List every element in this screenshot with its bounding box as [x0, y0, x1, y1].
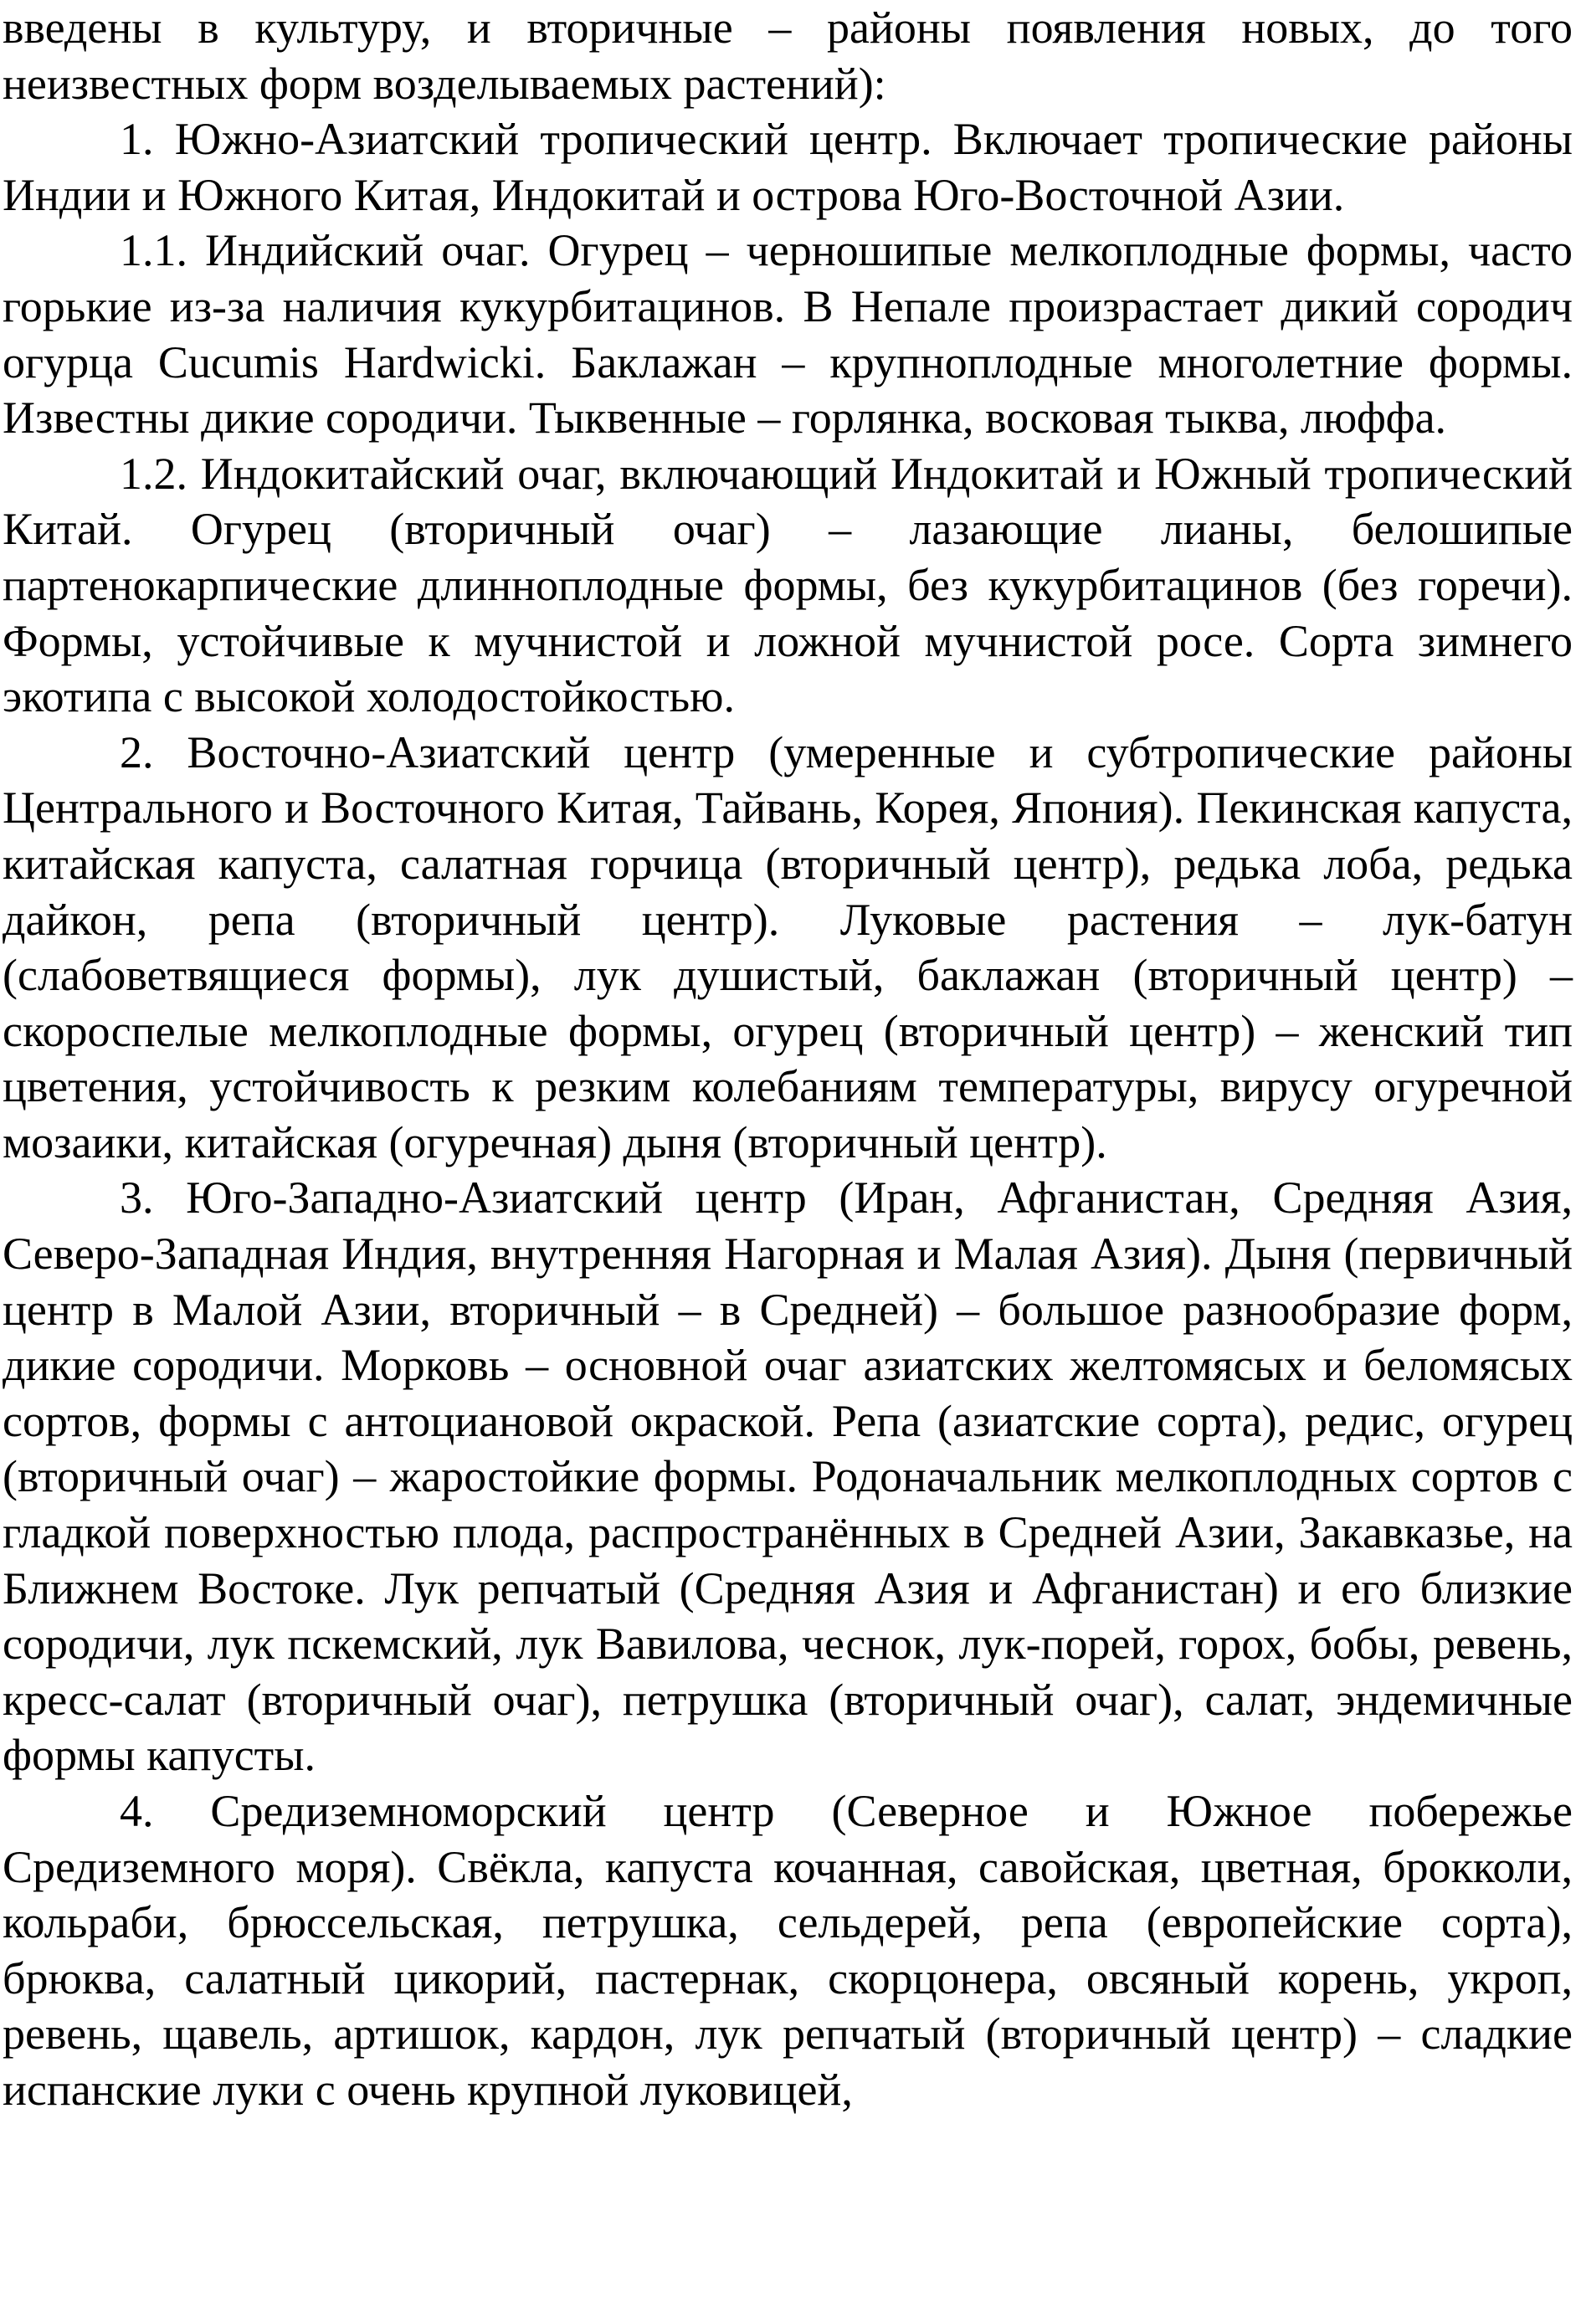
paragraph-east-asian-center: 2. Восточно-Азиатский центр (умеренные и субтропические районы Центрального и Восточного Китая, Тайвань, Корея, Япония). Пекинская капуста, китайская капуста, салатная горчица (вторичный центр), редька лоба, редька дайкон, репа (вторичный центр). Луковые растения – лук-батун (слабоветвящиеся формы), лук душистый, баклажан (вторичный центр) – скороспелые мелкоплодные формы, огурец (вторичный центр) – женский тип цветения, устойчивость к резким колебаниям температуры, вирусу огуречной мозаики, китайская (огуречная) дыня (вторичный центр).: [3, 726, 1573, 1167]
paragraph-southwest-asian-center: 3. Юго-Западно-Азиатский центр (Иран, Афганистан, Средняя Азия, Северо-Западная Индия, внутренняя Нагорная и Малая Азия). Дыня (первичный центр в Малой Азии, вторичный – в Средней) – большое разнообразие форм, дикие сородичи. Морковь – основной очаг азиатских желтомясых и беломясых сортов, формы с антоциановой окраской. Репа (азиатские сорта), редис, огурец (вторичный очаг) – жаростойкие формы. Родоначальник мелкоплодных сортов с гладкой поверхностью плода, распространённых в Средней Азии, Закавказье, на Ближнем Востоке. Лук репчатый (Средняя Азия и Афганистан) и его близкие сородичи, лук пскемский, лук Вавилова, чеснок, лук-порей, горох, бобы, ревень, кресс-салат (вторичный очаг), петрушка (вторичный очаг), салат, эндемичные формы капусты.: [3, 1172, 1573, 1781]
paragraph-continuation: введены в культуру, и вторичные – районы появления новых, до того неизвестных форм возделываемых растений):: [3, 3, 1573, 109]
paragraph-indian-focus: 1.1. Индийский очаг. Огурец – черношипые мелкоплодные формы, часто горькие из-за наличия кукурбитацинов. В Непале произрастает дикий сородич огурца Cucumis Hardwicki. Баклажан – крупноплодные многолетние формы. Известны дикие сородичи. Тыквенные – горлянка, восковая тыква, люффа.: [3, 225, 1573, 444]
paragraph-south-asian-center: 1. Южно-Азиатский тропический центр. Включает тропические районы Индии и Южного Китая, Индокитай и острова Юго-Восточной Азии.: [3, 114, 1573, 220]
paragraph-mediterranean-center: 4. Средиземноморский центр (Северное и Южное побережье Средиземного моря). Свёкла, капуста кочанная, савойская, цветная, брокколи, кольраби, брюссельская, петрушка, сельдерей, репа (европейские сорта), брюква, салатный цикорий, пастернак, скорцонера, овсяный корень, укроп, ревень, щавель, артишок, кардон, лук репчатый (вторичный центр) – сладкие испанские луки с очень крупной луковицей,: [3, 1786, 1573, 2115]
paragraph-indochina-focus: 1.2. Индокитайский очаг, включающий Индокитай и Южный тропический Китай. Огурец (вторичный очаг) – лазающие лианы, белошипые партенокарпические длинноплодные формы, без кукурбитацинов (без горечи). Формы, устойчивые к мучнистой и ложной мучнистой росе. Сорта зимнего экотипа с высокой холодостойкостью.: [3, 448, 1573, 722]
